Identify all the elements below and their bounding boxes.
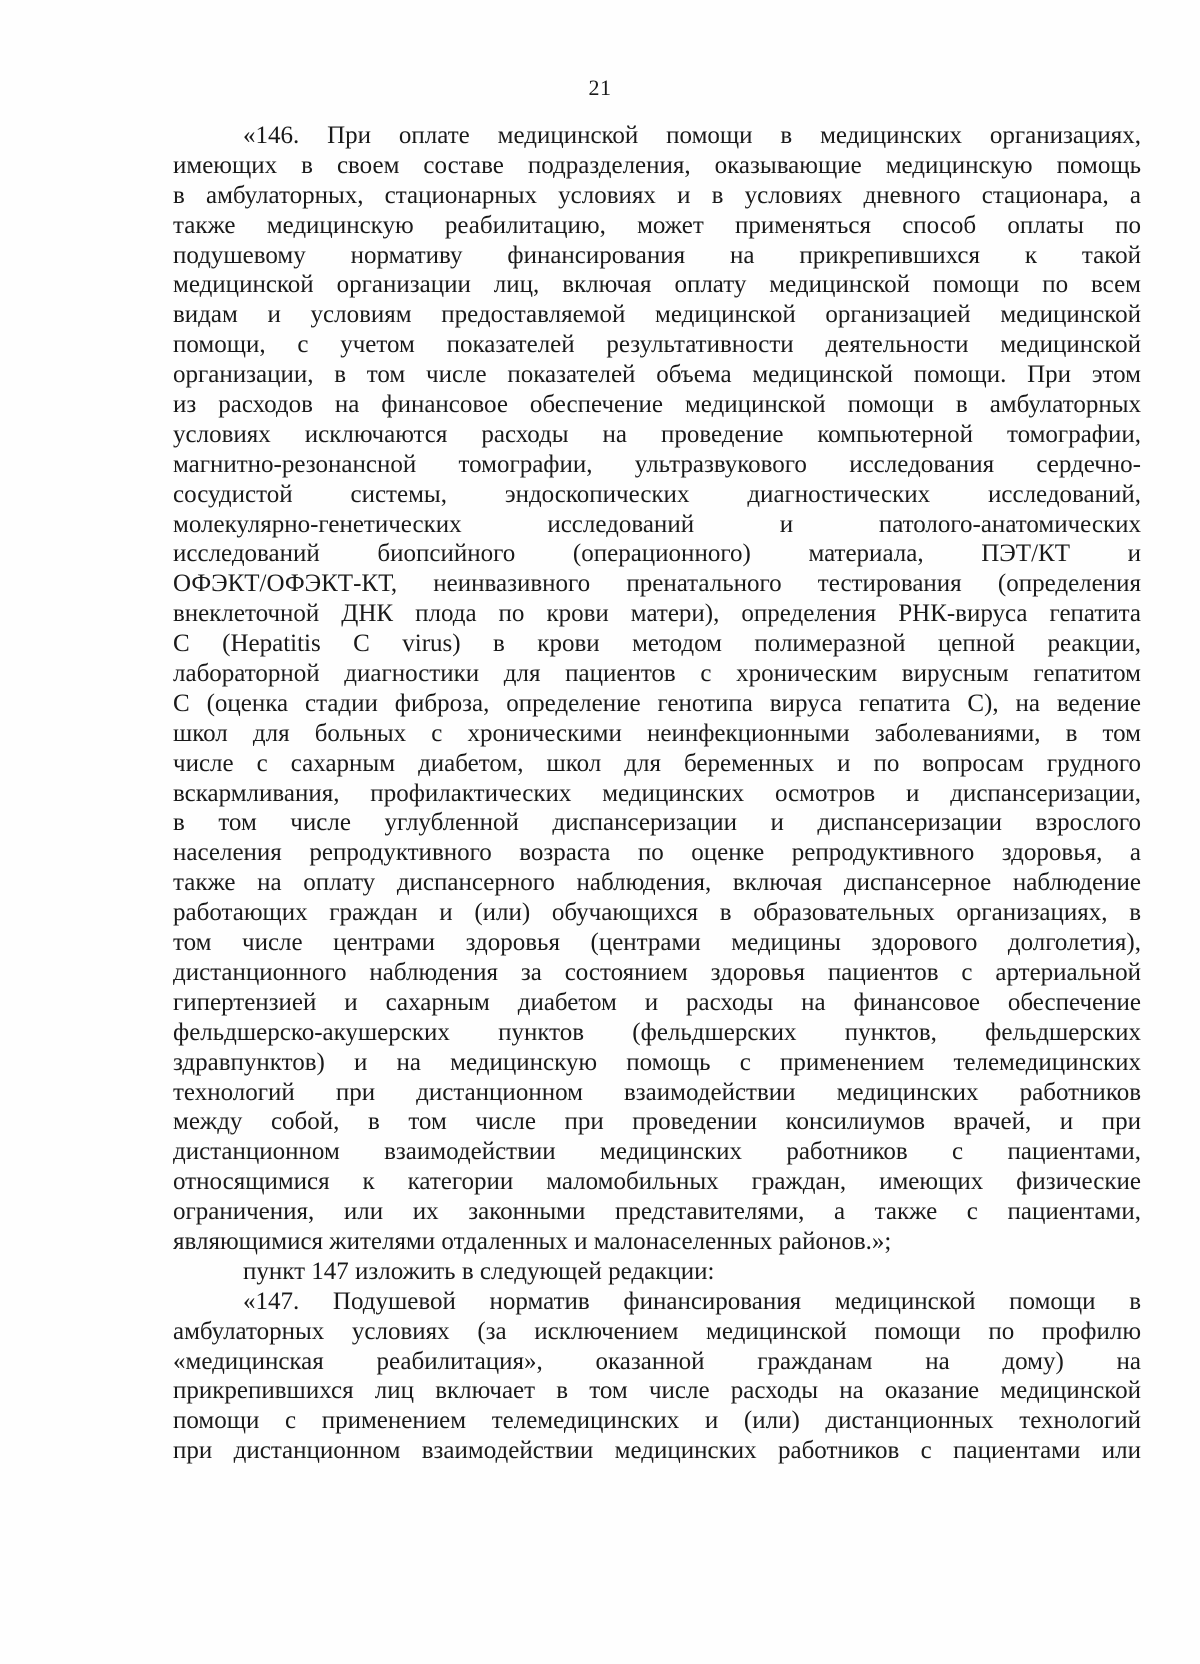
text-line: дистанционного наблюдения за состоянием здоровья пациентов с артериальной	[173, 958, 1141, 986]
text-line: лабораторной диагностики для пациентов с хроническим вирусным гепатитом	[173, 660, 1141, 688]
text-line: видам и условиям предоставляемой медицинской организацией медицинской	[173, 301, 1141, 329]
paragraph-147	[173, 1287, 1141, 1466]
text-line: «медицинская реабилитация», оказанной гражданам на дому) на	[173, 1347, 1141, 1375]
text-line: «146. При оплате медицинской помощи в медицинских организациях,	[243, 122, 1141, 149]
text-line: имеющих в своем составе подразделения, оказывающие медицинскую помощь	[173, 151, 1141, 179]
text-line: населения репродуктивного возраста по оценке репродуктивного здоровья, а	[173, 839, 1141, 867]
text-line: молекулярно-генетических исследований и патолого-анатомических	[173, 510, 1141, 538]
text-line: относящимися к категории маломобильных граждан, имеющих физические	[173, 1168, 1141, 1196]
text-line: медицинской организации лиц, включая оплату медицинской помощи по всем	[173, 271, 1141, 299]
text-line: пункт 147 изложить в следующей редакции:	[243, 1257, 715, 1285]
text-line: вскармливания, профилактических медицинских осмотров и диспансеризации,	[173, 779, 1141, 807]
text-line: подушевому нормативу финансирования на прикрепившихся к такой	[173, 241, 1141, 269]
text-line: из расходов на финансовое обеспечение медицинской помощи в амбулаторных	[173, 391, 1141, 419]
paragraph-instruction-147	[173, 1257, 1141, 1287]
text-line: исследований биопсийного (операционного) материала, ПЭТ/КТ и	[173, 540, 1141, 568]
text-line: школ для больных с хроническими неинфекционными заболеваниями, в том	[173, 719, 1141, 747]
text-line: сосудистой системы, эндоскопических диагностических исследований,	[173, 480, 1141, 508]
text-line: являющимися жителями отдаленных и малонаселенных районов.»;	[173, 1227, 892, 1255]
text-line: также на оплату диспансерного наблюдения, включая диспансерное наблюдение	[173, 869, 1141, 897]
text-line: помощи, с учетом показателей результативности деятельности медицинской	[173, 331, 1141, 359]
text-line: технологий при дистанционном взаимодействии медицинских работников	[173, 1078, 1141, 1106]
text-line: амбулаторных условиях (за исключением медицинской помощи по профилю	[173, 1317, 1141, 1345]
text-line: том числе центрами здоровья (центрами медицины здорового долголетия),	[173, 929, 1141, 957]
text-line: работающих граждан и (или) обучающихся в образовательных организациях, в	[173, 899, 1141, 927]
text-line: ограничения, или их законными представителями, а также с пациентами,	[173, 1198, 1141, 1226]
text-line: С (оценка стадии фиброза, определение генотипа вируса гепатита С), на ведение	[173, 689, 1141, 717]
text-line: организации, в том числе показателей объема медицинской помощи. При этом	[173, 361, 1141, 389]
text-line: при дистанционном взаимодействии медицинских работников с пациентами или	[173, 1437, 1141, 1465]
text-line: «147. Подушевой норматив финансирования медицинской помощи в	[243, 1287, 1141, 1315]
text-line: С (Hepatitis C virus) в крови методом полимеразной цепной реакции,	[173, 630, 1141, 658]
text-line: числе с сахарным диабетом, школ для беременных и по вопросам грудного	[173, 749, 1141, 777]
paragraph-146	[173, 121, 1141, 1257]
text-line: помощи с применением телемедицинских и (или) дистанционных технологий	[173, 1407, 1141, 1435]
text-line: магнитно-резонансной томографии, ультразвукового исследования сердечно-	[173, 450, 1141, 478]
text-line: в том числе углубленной диспансеризации и диспансеризации взрослого	[173, 809, 1141, 837]
page-number: 21	[588, 75, 612, 100]
text-line: дистанционном взаимодействии медицинских работников с пациентами,	[173, 1138, 1141, 1166]
text-line: гипертензией и сахарным диабетом и расходы на финансовое обеспечение	[173, 988, 1141, 1016]
text-line: также медицинскую реабилитацию, может применяться способ оплаты по	[173, 211, 1141, 239]
text-line: прикрепившихся лиц включает в том числе расходы на оказание медицинской	[173, 1377, 1141, 1405]
document-body	[173, 121, 1141, 1466]
text-line: условиях исключаются расходы на проведение компьютерной томографии,	[173, 420, 1141, 448]
text-line: внеклеточной ДНК плода по крови матери), определения РНК-вируса гепатита	[173, 600, 1141, 628]
text-line: фельдшерско-акушерских пунктов (фельдшерских пунктов, фельдшерских	[173, 1018, 1141, 1046]
text-line: в амбулаторных, стационарных условиях и в условиях дневного стационара, а	[173, 181, 1141, 209]
text-line: между собой, в том числе при проведении консилиумов врачей, и при	[173, 1108, 1141, 1136]
text-line: ОФЭКТ/ОФЭКТ-КТ, неинвазивного пренатального тестирования (определения	[173, 570, 1141, 598]
text-line: здравпунктов) и на медицинскую помощь с применением телемедицинских	[173, 1048, 1141, 1076]
